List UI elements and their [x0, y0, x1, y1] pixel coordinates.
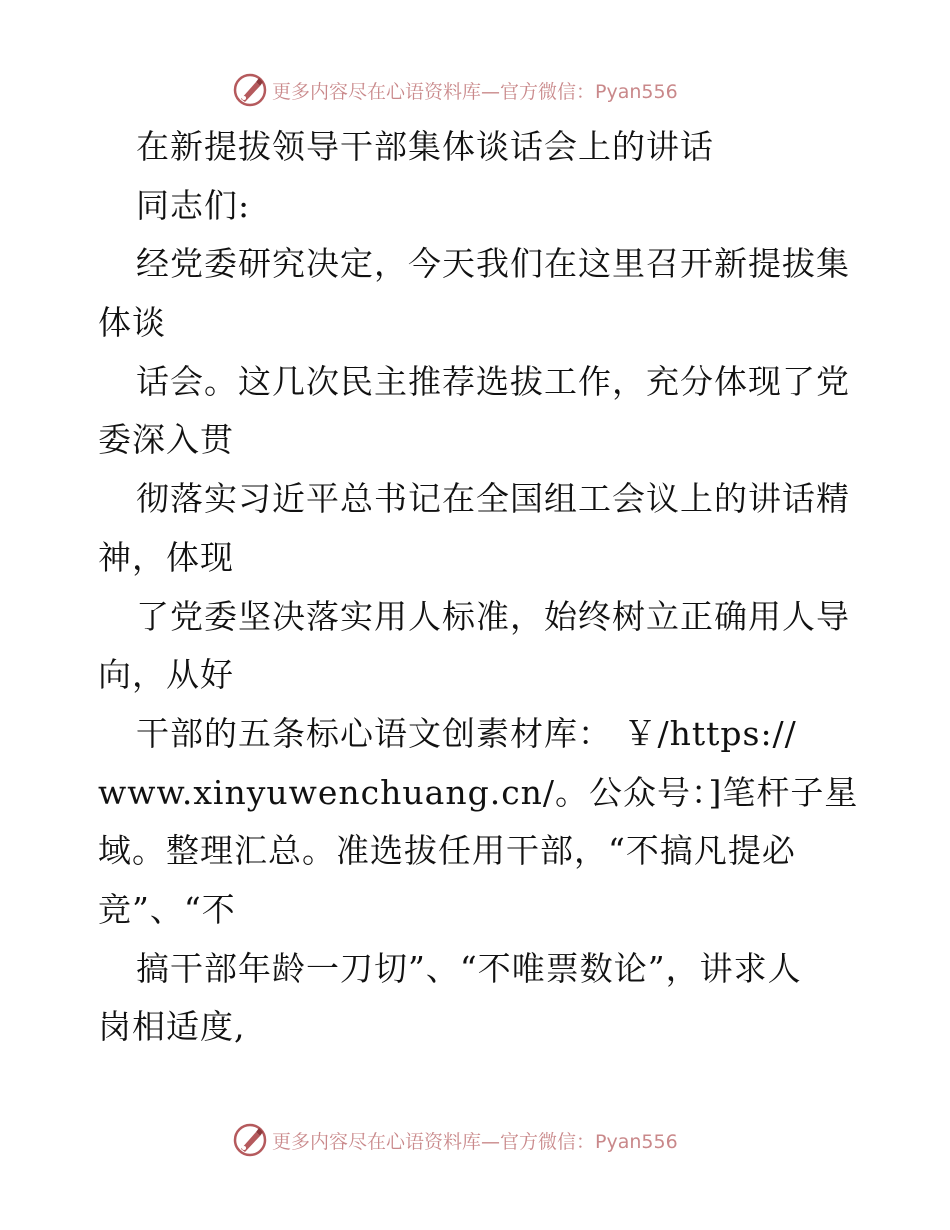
document-body — [98, 118, 858, 1057]
paragraph-line: 委深入贯 — [98, 420, 234, 460]
pen-seal-icon — [232, 72, 268, 108]
paragraph-line: 彻落实习近平总书记在全国组工会议上的讲话精 — [136, 479, 850, 519]
paragraph-line: 搞干部年龄一刀切”、“不唯票数论”，讲求人 — [136, 948, 802, 988]
paragraph-line: 了党委坚决落实用人标准，始终树立正确用人导 — [136, 596, 850, 636]
header-banner — [232, 70, 752, 110]
paragraph-line: 体谈 — [98, 303, 166, 343]
salutation: 同志们: — [136, 185, 251, 225]
paragraph-line: 向，从好 — [98, 655, 234, 695]
paragraph-line: 岗相适度, — [98, 1007, 246, 1047]
pen-seal-icon — [232, 1122, 268, 1158]
paragraph-line: 神，体现 — [98, 537, 234, 577]
paragraph-line: 话会。这几次民主推荐选拔工作，充分体现了党 — [136, 361, 850, 401]
paragraph-line: 干部的五条标心语文创素材库： ￥/https:// — [136, 713, 797, 753]
header-banner-text: 更多内容尽在心语资料库—官方微信：Pyan556 — [272, 80, 678, 103]
paragraph-line: 竞”、“不 — [98, 889, 236, 929]
footer-banner — [232, 1120, 752, 1160]
paragraph-line: www.xinyuwenchuang.cn/。公众号：]笔杆子星 — [98, 772, 859, 812]
paragraph-line: 域。整理汇总。准选拔任用干部，“不搞凡提必 — [98, 831, 796, 871]
paragraph-line: 经党委研究决定，今天我们在这里召开新提拔集 — [136, 244, 850, 284]
document-title: 在新提拔领导干部集体谈话会上的讲话 — [136, 127, 714, 166]
footer-banner-text: 更多内容尽在心语资料库—官方微信：Pyan556 — [272, 1130, 678, 1153]
